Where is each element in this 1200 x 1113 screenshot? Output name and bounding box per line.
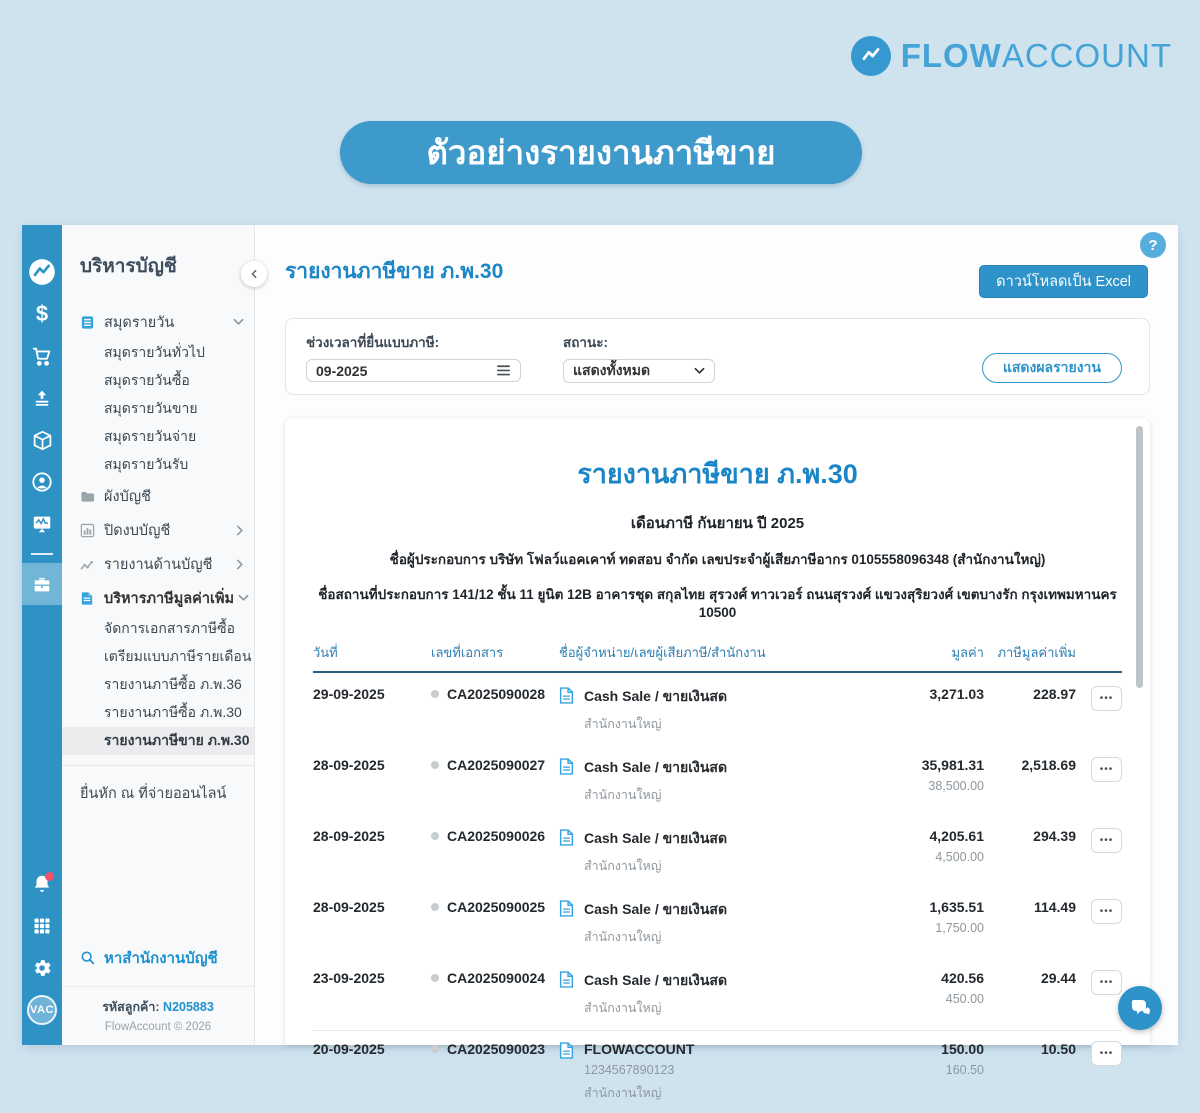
sidebar-item-label: ปิดงบบัญชี xyxy=(104,522,171,539)
row-vat: 29.44 xyxy=(1040,970,1076,986)
customer-code xyxy=(62,997,254,1017)
notifications-icon[interactable] xyxy=(22,863,62,905)
row-doc-number[interactable] xyxy=(431,686,559,702)
sidebar-item-label: รายงานภาษีซื้อ ภ.พ.30 xyxy=(104,704,242,720)
row-actions xyxy=(1076,686,1122,711)
vendor-name: Cash Sale / ขายเงินสด xyxy=(584,688,728,704)
row-date: 28-09-2025 xyxy=(313,828,385,844)
table-bottom-separator xyxy=(313,1030,1122,1031)
chat-button[interactable] xyxy=(1118,986,1162,1030)
column-header: มูลค่า xyxy=(951,645,984,660)
avatar-initials: VAC xyxy=(27,995,57,1025)
row-actions xyxy=(1076,1041,1122,1066)
doc-number-text: CA2025090026 xyxy=(447,828,546,844)
sidebar-item-label: สมุดรายวันทั่วไป xyxy=(104,344,205,360)
contacts-icon[interactable] xyxy=(22,461,62,503)
line-chart-icon xyxy=(80,556,96,572)
settings-icon[interactable] xyxy=(22,947,62,989)
row-date: 29-09-2025 xyxy=(313,686,385,702)
vendor-name: Cash Sale / ขายเงินสด xyxy=(584,901,728,917)
row-vendor xyxy=(559,970,856,1018)
table-row xyxy=(313,744,1122,815)
row-vendor xyxy=(559,686,856,734)
column-header: ภาษีมูลค่าเพิ่ม xyxy=(997,645,1076,660)
vendor-subline: 1234567890123 xyxy=(584,1063,675,1077)
vendor-name: FLOWACCOUNT xyxy=(584,1041,695,1057)
vendor-lines xyxy=(584,686,727,734)
folder-icon xyxy=(80,488,96,504)
document-icon[interactable] xyxy=(559,829,574,876)
sidebar-item[interactable] xyxy=(62,699,254,727)
vendor-subline: สำนักงานใหญ่ xyxy=(584,788,662,802)
more-actions-button[interactable]: ••• xyxy=(1091,1041,1122,1066)
cart-icon[interactable] xyxy=(22,335,62,377)
sidebar-item-label: เตรียมแบบภาษีรายเดือน xyxy=(104,648,252,664)
briefcase-icon[interactable] xyxy=(22,563,62,605)
doc-number-text: CA2025090023 xyxy=(447,1041,546,1057)
sidebar-item-label: สมุดรายวัน xyxy=(104,314,175,331)
sidebar-item[interactable] xyxy=(62,395,254,423)
sidebar-item[interactable] xyxy=(62,513,254,547)
document-icon xyxy=(80,590,96,606)
brand-account: ACCOUNT xyxy=(1001,37,1172,74)
table-row xyxy=(313,886,1122,957)
status-dot xyxy=(431,761,439,769)
vendor-name: Cash Sale / ขายเงินสด xyxy=(584,972,728,988)
table-body xyxy=(313,673,1122,1113)
customer-code-label: รหัสลูกค้า: xyxy=(102,1000,160,1014)
upload-icon[interactable] xyxy=(22,377,62,419)
banner-title: ตัวอย่างรายงานภาษีขาย xyxy=(426,134,776,171)
sidebar-item[interactable] xyxy=(62,339,254,367)
status-select-value: แสดงทั้งหมด xyxy=(573,362,651,378)
more-actions-button[interactable]: ••• xyxy=(1091,970,1122,995)
sidebar-item-label: สมุดรายวันจ่าย xyxy=(104,428,197,444)
chat-icon xyxy=(1128,996,1152,1020)
vendor-subline: สำนักงานใหญ่ xyxy=(584,1086,662,1100)
row-doc-number[interactable] xyxy=(431,757,559,773)
column-header: เลขที่เอกสาร xyxy=(431,645,504,660)
row-actions xyxy=(1076,899,1122,924)
sidebar-item-label: บริหารภาษีมูลค่าเพิ่ม xyxy=(104,590,235,607)
table-row xyxy=(313,957,1122,1028)
sidebar-item[interactable] xyxy=(62,671,254,699)
status-dot xyxy=(431,903,439,911)
more-actions-button[interactable]: ••• xyxy=(1091,757,1122,782)
show-report-button[interactable]: แสดงผลรายงาน xyxy=(982,353,1122,383)
chevron-down-icon xyxy=(238,594,249,602)
copyright: FlowAccount © 2026 xyxy=(104,1021,212,1033)
vendor-lines xyxy=(584,1041,694,1103)
row-date: 23-09-2025 xyxy=(313,970,385,986)
more-actions-button[interactable]: ••• xyxy=(1091,899,1122,924)
flowaccount-brand xyxy=(851,36,1172,76)
rail-divider xyxy=(31,553,53,555)
vendor-lines xyxy=(584,757,727,805)
row-date: 28-09-2025 xyxy=(313,899,385,915)
sidebar-item[interactable] xyxy=(62,643,254,671)
vendor-lines xyxy=(584,970,727,1018)
apps-grid-icon[interactable] xyxy=(22,905,62,947)
sidebar xyxy=(62,225,255,1045)
inventory-icon[interactable] xyxy=(22,419,62,461)
status-dot xyxy=(431,690,439,698)
report-subtitle: เดือนภาษี กันยายน ปี 2025 xyxy=(630,515,805,532)
avatar[interactable] xyxy=(22,989,62,1031)
search-icon xyxy=(80,950,96,966)
row-value: 150.00 160.50 xyxy=(856,1041,984,1077)
sidebar-item-label: สมุดรายวันซื้อ xyxy=(104,372,190,388)
row-actions xyxy=(1076,828,1122,853)
row-doc-number[interactable] xyxy=(431,899,559,915)
status-label: สถานะ: xyxy=(563,335,608,350)
find-accounting-firm-link[interactable] xyxy=(62,946,254,970)
brand-flow: FLOW xyxy=(900,37,1002,74)
sidebar-item[interactable] xyxy=(62,423,254,451)
menu-divider xyxy=(62,765,254,766)
vendor-name: Cash Sale / ขายเงินสด xyxy=(584,830,728,846)
document-icon[interactable] xyxy=(559,1042,574,1103)
table-row xyxy=(313,673,1122,744)
find-accounting-firm-label: หาสำนักงานบัญชี xyxy=(104,950,218,967)
download-excel-button[interactable]: ดาวน์โหลดเป็น Excel xyxy=(979,265,1148,298)
row-value: 35,981.31 38,500.00 xyxy=(856,757,984,793)
row-vat: 114.49 xyxy=(1033,899,1076,915)
row-value: 420.56 450.00 xyxy=(856,970,984,1006)
doc-number-text: CA2025090025 xyxy=(447,899,546,915)
period-label: ช่วงเวลาที่ยื่นแบบภาษี: xyxy=(306,335,440,350)
row-value-sub: 4,500.00 xyxy=(935,850,984,864)
status-dot xyxy=(431,832,439,840)
row-actions xyxy=(1076,970,1122,995)
sidebar-item-label: สมุดรายวันขาย xyxy=(104,400,198,416)
period-input-field[interactable] xyxy=(316,363,496,379)
vendor-subline: สำนักงานใหญ่ xyxy=(584,859,662,873)
row-vendor xyxy=(559,899,856,947)
money-icon[interactable]: $ xyxy=(35,301,49,326)
document-icon[interactable] xyxy=(559,687,574,734)
vendor-subline: สำนักงานใหญ่ xyxy=(584,717,662,731)
row-value: 1,635.51 1,750.00 xyxy=(856,899,984,935)
page-title: รายงานภาษีขาย ภ.พ.30 xyxy=(285,260,504,283)
vendor-subline: สำนักงานใหญ่ xyxy=(584,930,662,944)
chevron-right-icon xyxy=(236,559,244,570)
vendor-lines xyxy=(584,899,727,947)
report-card xyxy=(285,418,1150,1100)
row-doc-number[interactable] xyxy=(431,828,559,844)
row-actions xyxy=(1076,757,1122,782)
sidebar-item[interactable] xyxy=(62,367,254,395)
sidebar-collapse-button[interactable] xyxy=(241,261,267,287)
report-title: รายงานภาษีขาย ภ.พ.30 xyxy=(577,459,858,489)
table-row xyxy=(313,1028,1122,1113)
app-window xyxy=(22,225,1178,1100)
period-filter xyxy=(306,331,521,382)
status-select[interactable] xyxy=(563,359,715,383)
chevron-down-icon xyxy=(694,367,705,375)
row-value: 4,205.61 4,500.00 xyxy=(856,828,984,864)
row-vendor xyxy=(559,828,856,876)
doc-number-text: CA2025090027 xyxy=(447,757,546,773)
row-vat: 294.39 xyxy=(1033,828,1076,844)
document-icon[interactable] xyxy=(559,758,574,805)
chevron-down-icon xyxy=(233,318,244,326)
sidebar-item-label: สมุดรายวันรับ xyxy=(104,456,189,472)
customer-code-value[interactable]: N205883 xyxy=(163,1000,214,1014)
row-value-sub: 38,500.00 xyxy=(928,779,984,793)
page-banner xyxy=(340,121,862,184)
document-icon[interactable] xyxy=(559,900,574,947)
column-header: ชื่อผู้จำหน่าย/เลขผู้เสียภาษี/สำนักงาน xyxy=(559,645,766,660)
main-content xyxy=(255,225,1178,1100)
row-vendor xyxy=(559,757,856,805)
sidebar-title: บริหารบัญชี xyxy=(80,256,177,277)
icon-rail xyxy=(22,225,62,1045)
flowaccount-logo-icon xyxy=(851,36,891,76)
row-date: 28-09-2025 xyxy=(313,757,385,773)
brand-wordmark xyxy=(901,37,1172,75)
more-actions-button[interactable]: ••• xyxy=(1091,828,1122,853)
more-actions-button[interactable]: ••• xyxy=(1091,686,1122,711)
notification-badge xyxy=(45,872,54,881)
sidebar-item[interactable] xyxy=(62,776,254,810)
sidebar-item-label: ผังบัญชี xyxy=(104,488,151,505)
help-button[interactable]: ? xyxy=(1140,232,1166,258)
status-dot xyxy=(431,1045,439,1053)
chevron-right-icon xyxy=(236,525,244,536)
sidebar-item-label: รายงานภาษีซื้อ ภ.พ.36 xyxy=(104,676,242,692)
doc-number-text: CA2025090028 xyxy=(447,686,546,702)
row-doc-number[interactable] xyxy=(431,970,559,986)
sidebar-menu xyxy=(62,305,254,810)
vendor-subline: สำนักงานใหญ่ xyxy=(584,1001,662,1015)
sidebar-item[interactable] xyxy=(62,305,254,339)
sidebar-item[interactable] xyxy=(62,615,254,643)
row-value-sub: 450.00 xyxy=(945,992,984,1006)
row-value-sub: 1,750.00 xyxy=(935,921,984,935)
sidebar-footer xyxy=(62,986,254,1045)
flowaccount-logo-icon[interactable] xyxy=(22,251,62,293)
sidebar-item-label: รายงานด้านบัญชี xyxy=(104,556,213,573)
menu-lines-icon[interactable] xyxy=(496,364,511,377)
sidebar-item-active[interactable] xyxy=(62,727,254,755)
report-company-line: ชื่อผู้ประกอบการ บริษัท โฟลว์แอคเคาท์ ทดสอบ จำกัด เลขประจำผู้เสียภาษีอากร 0105558096348 (สำนักงานใหญ่) xyxy=(389,552,1046,567)
sidebar-item[interactable] xyxy=(62,581,254,615)
sidebar-spacer xyxy=(62,810,254,946)
doc-number-text: CA2025090024 xyxy=(447,970,546,986)
sidebar-item[interactable] xyxy=(62,479,254,513)
document-icon[interactable] xyxy=(559,971,574,1018)
row-value: 3,271.03 xyxy=(929,686,984,702)
row-vat: 228.97 xyxy=(1033,686,1076,702)
period-input[interactable] xyxy=(306,359,521,382)
vendor-lines xyxy=(584,828,727,876)
filter-bar xyxy=(285,318,1150,395)
row-vat: 10.50 xyxy=(1040,1041,1076,1057)
report-scrollbar[interactable] xyxy=(1136,426,1143,688)
dashboard-icon[interactable] xyxy=(22,503,62,545)
bar-chart-icon xyxy=(80,522,96,538)
sidebar-item[interactable] xyxy=(62,451,254,479)
book-icon xyxy=(80,314,96,330)
table-header-row xyxy=(313,642,1122,673)
row-date: 20-09-2025 xyxy=(313,1041,385,1057)
sidebar-item-label: รายงานภาษีขาย ภ.พ.30 xyxy=(104,732,250,748)
vendor-name: Cash Sale / ขายเงินสด xyxy=(584,759,728,775)
column-header: วันที่ xyxy=(313,645,338,660)
tax-report-table xyxy=(313,642,1122,1113)
row-doc-number[interactable] xyxy=(431,1041,559,1057)
sidebar-item[interactable] xyxy=(62,547,254,581)
status-dot xyxy=(431,974,439,982)
status-filter xyxy=(563,331,715,382)
table-row xyxy=(313,815,1122,886)
row-vat: 2,518.69 xyxy=(1021,757,1076,773)
sidebar-item-label: ยื่นหัก ณ ที่จ่ายออนไลน์ xyxy=(80,785,227,802)
row-value-sub: 160.50 xyxy=(945,1063,984,1077)
row-vendor xyxy=(559,1041,856,1103)
sidebar-item-label: จัดการเอกสารภาษีซื้อ xyxy=(104,620,235,636)
report-address-line: ชื่อสถานที่ประกอบการ 141/12 ชั้น 11 ยูนิต 12B อาคารชุด สกุลไทย สุรวงศ์ ทาวเวอร์ ถนนสุรวงศ์ แขวงสุริยวงศ์ เขตบางรัก กรุงเทพมหานคร 10500 xyxy=(318,587,1117,620)
